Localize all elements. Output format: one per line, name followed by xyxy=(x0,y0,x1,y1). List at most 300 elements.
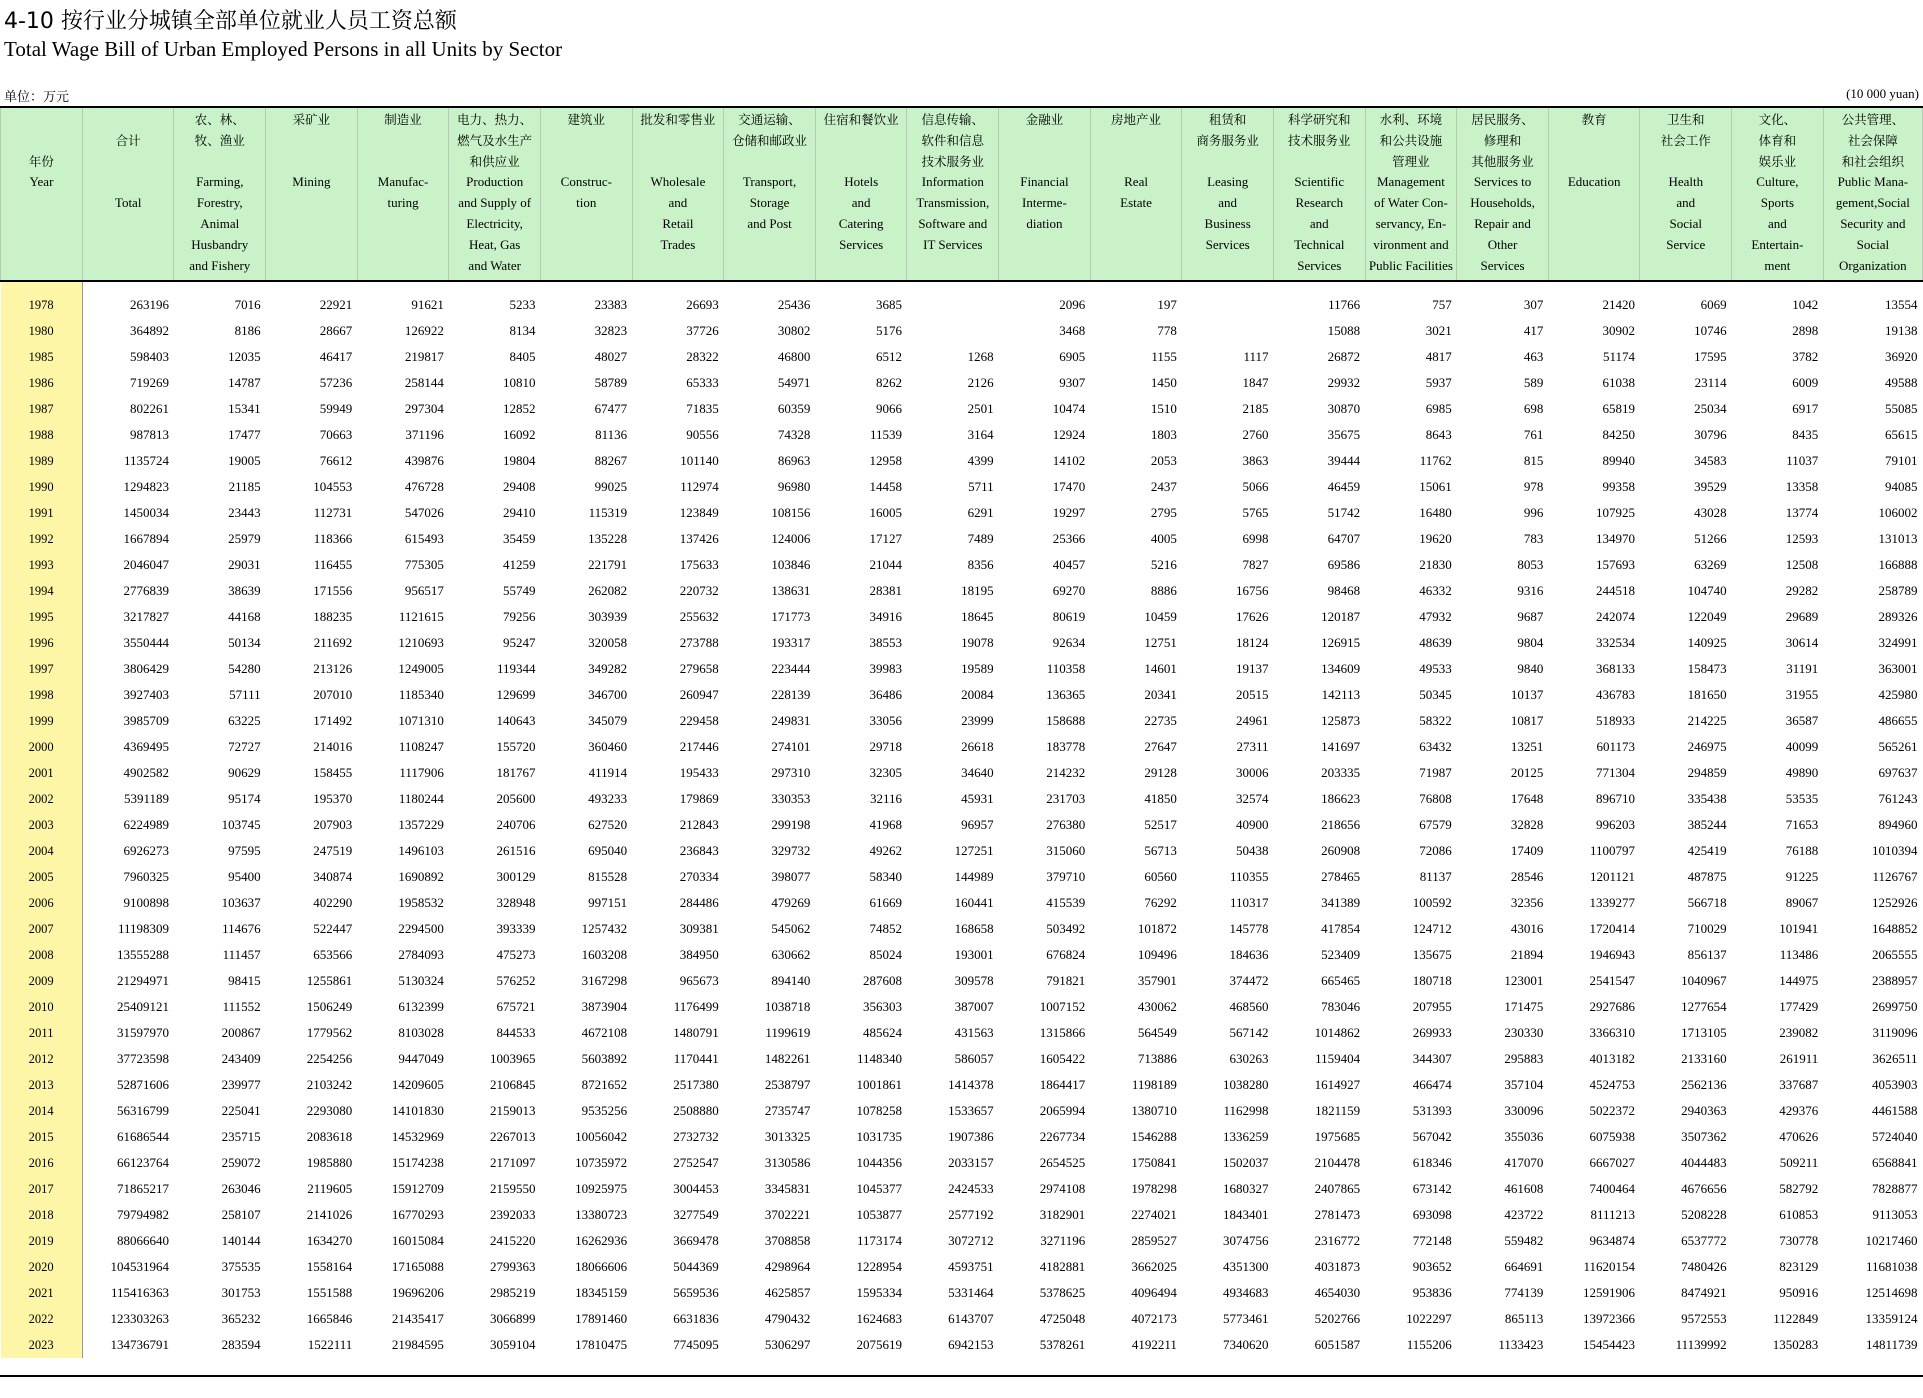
year-cell: 2000 xyxy=(1,734,83,760)
value-cell: 2096 xyxy=(1059,297,1086,312)
header-en-line: and xyxy=(1676,195,1696,211)
value-cell: 402290 xyxy=(313,895,353,910)
header-en-line: Estate xyxy=(1120,195,1152,211)
value-cell: 28667 xyxy=(319,323,353,338)
value-cell: 3013325 xyxy=(764,1129,811,1144)
value-cell: 6051587 xyxy=(1314,1337,1361,1352)
header-en-line: Year xyxy=(29,174,54,190)
column-header xyxy=(815,107,907,281)
value-cell: 1210693 xyxy=(398,635,444,650)
value-cell: 4817 xyxy=(1425,349,1452,364)
value-cell: 567042 xyxy=(1412,1129,1452,1144)
value-cell: 1522111 xyxy=(307,1337,353,1352)
value-cell: 211692 xyxy=(313,635,353,650)
value-cell: 16480 xyxy=(1419,505,1452,520)
header-en-line: Organization xyxy=(1839,257,1907,273)
value-cell: 329732 xyxy=(771,843,811,858)
value-cell: 12593 xyxy=(1785,531,1819,546)
value-cell: 278465 xyxy=(1321,869,1361,884)
value-cell: 615493 xyxy=(404,531,444,546)
value-cell: 17470 xyxy=(1052,479,1086,494)
value-cell: 7340620 xyxy=(1222,1337,1269,1352)
value-cell: 119344 xyxy=(496,661,536,676)
value-cell: 10925975 xyxy=(575,1181,628,1196)
value-cell: 3550444 xyxy=(123,635,169,650)
year-cell: 2018 xyxy=(1,1202,83,1228)
value-cell: 675721 xyxy=(496,999,536,1014)
value-cell: 1946943 xyxy=(1589,947,1635,962)
value-cell: 44168 xyxy=(228,609,261,624)
header-en-line: Software and xyxy=(918,215,988,231)
table-row xyxy=(1,838,1923,864)
value-cell: 14787 xyxy=(228,375,261,390)
value-cell: 21044 xyxy=(869,557,902,572)
value-cell: 28381 xyxy=(869,583,902,598)
value-cell: 2267013 xyxy=(489,1129,536,1144)
value-cell: 19005 xyxy=(228,453,261,468)
value-cell: 5937 xyxy=(1425,375,1452,390)
header-cn-line: 技术服务业 xyxy=(1288,132,1351,148)
value-cell: 315060 xyxy=(1046,843,1086,858)
value-cell: 5711 xyxy=(968,479,994,494)
value-cell: 213126 xyxy=(313,661,353,676)
value-cell: 29718 xyxy=(869,739,902,754)
value-cell: 523409 xyxy=(1321,947,1361,962)
value-cell: 51742 xyxy=(1327,505,1361,520)
header-cn-line: 修理和 xyxy=(1483,132,1522,148)
table-row xyxy=(1,422,1923,448)
value-cell: 18124 xyxy=(1235,635,1269,650)
value-cell: 3702221 xyxy=(764,1207,811,1222)
value-cell: 25409121 xyxy=(116,999,169,1014)
value-cell: 69586 xyxy=(1327,557,1361,572)
value-cell: 1228954 xyxy=(856,1259,902,1274)
value-cell: 11139992 xyxy=(1675,1337,1727,1352)
value-cell: 294859 xyxy=(1687,765,1727,780)
year-cell: 2014 xyxy=(1,1098,83,1124)
value-cell: 30006 xyxy=(1235,765,1269,780)
value-cell: 387007 xyxy=(954,999,994,1014)
header-en-line: of Water Con- xyxy=(1374,195,1448,211)
value-cell: 567142 xyxy=(1229,1025,1269,1040)
header-en-line: and Post xyxy=(747,215,792,231)
year-cell: 2019 xyxy=(1,1228,83,1254)
value-cell: 157693 xyxy=(1595,557,1635,572)
value-cell: 12924 xyxy=(1052,427,1086,442)
value-cell: 214232 xyxy=(1046,765,1086,780)
value-cell: 436783 xyxy=(1595,687,1635,702)
value-cell: 6075938 xyxy=(1589,1129,1635,1144)
value-cell: 48639 xyxy=(1419,635,1452,650)
header-en-line: and xyxy=(1768,215,1787,231)
value-cell: 16015084 xyxy=(391,1233,444,1248)
value-cell: 698 xyxy=(1523,401,1544,416)
header-en-line: Heat, Gas xyxy=(469,236,521,252)
value-cell: 19696206 xyxy=(391,1285,444,1300)
column-header-en xyxy=(1549,172,1640,193)
value-cell: 337687 xyxy=(1779,1077,1819,1092)
value-cell: 22735 xyxy=(1144,713,1177,728)
value-cell: 1533657 xyxy=(948,1103,994,1118)
header-en-line: Total xyxy=(114,195,142,211)
header-cn-line: 公共管理、 xyxy=(1841,112,1905,127)
value-cell: 69270 xyxy=(1052,583,1086,598)
value-cell: 240706 xyxy=(496,817,536,832)
value-cell: 4053903 xyxy=(1872,1077,1918,1092)
value-cell: 1162998 xyxy=(1223,1103,1269,1118)
value-cell: 5659536 xyxy=(673,1285,719,1300)
value-cell: 34583 xyxy=(1694,453,1727,468)
value-cell: 4654030 xyxy=(1314,1285,1361,1300)
table-row xyxy=(1,344,1923,370)
value-cell: 67579 xyxy=(1419,817,1452,832)
value-cell: 761 xyxy=(1523,427,1544,442)
value-cell: 950916 xyxy=(1779,1285,1819,1300)
header-cn-line: 房地产业 xyxy=(1111,112,1162,127)
value-cell: 41968 xyxy=(869,817,902,832)
value-cell: 2065994 xyxy=(1039,1103,1086,1118)
value-cell: 140925 xyxy=(1687,635,1727,650)
column-header-cn xyxy=(999,110,1090,131)
value-cell: 4902582 xyxy=(123,765,169,780)
value-cell: 67477 xyxy=(594,401,628,416)
value-cell: 2407865 xyxy=(1314,1181,1361,1196)
value-cell: 1546288 xyxy=(1131,1129,1177,1144)
value-cell: 324991 xyxy=(1878,635,1918,650)
value-cell: 12751 xyxy=(1144,635,1177,650)
value-cell: 589 xyxy=(1523,375,1544,390)
value-cell: 11198309 xyxy=(117,921,169,936)
value-cell: 4672108 xyxy=(581,1025,628,1040)
value-cell: 13251 xyxy=(1510,739,1544,754)
table-row xyxy=(1,760,1923,786)
value-cell: 40900 xyxy=(1235,817,1269,832)
value-cell: 13555288 xyxy=(116,947,169,962)
value-cell: 1126767 xyxy=(1872,869,1918,884)
value-cell: 155720 xyxy=(496,739,536,754)
header-en-line: servancy, En- xyxy=(1375,215,1447,231)
column-header-cn xyxy=(724,110,815,152)
value-cell: 11539 xyxy=(869,427,902,442)
column-header xyxy=(449,107,541,281)
value-cell: 582792 xyxy=(1779,1181,1819,1196)
value-cell: 16092 xyxy=(502,427,536,442)
value-cell: 17409 xyxy=(1510,843,1544,858)
value-cell: 4192211 xyxy=(1131,1337,1177,1352)
value-cell: 17891460 xyxy=(575,1311,628,1326)
value-cell: 95247 xyxy=(502,635,536,650)
value-cell: 144989 xyxy=(954,869,994,884)
value-cell: 653566 xyxy=(313,947,353,962)
column-header-cn xyxy=(1457,110,1548,172)
value-cell: 363001 xyxy=(1878,661,1918,676)
value-cell: 564549 xyxy=(1137,1025,1177,1040)
header-en-line: Catering xyxy=(838,215,884,231)
header-cn-line: 文化、 xyxy=(1758,112,1797,127)
value-cell: 116455 xyxy=(313,557,353,572)
value-cell: 71653 xyxy=(1785,817,1819,832)
value-cell: 76188 xyxy=(1785,843,1819,858)
value-cell: 76612 xyxy=(319,453,353,468)
header-cn-line: 教育 xyxy=(1581,112,1607,127)
value-cell: 894140 xyxy=(771,973,811,988)
value-cell: 1603208 xyxy=(581,947,628,962)
value-cell: 22921 xyxy=(319,297,353,312)
value-cell: 51266 xyxy=(1694,531,1727,546)
value-cell: 17477 xyxy=(228,427,261,442)
value-cell: 107925 xyxy=(1595,505,1635,520)
value-cell: 2053 xyxy=(1150,453,1177,468)
value-cell: 79101 xyxy=(1885,453,1918,468)
value-cell: 2033157 xyxy=(948,1155,994,1170)
table-row xyxy=(1,500,1923,526)
header-cn-line: 采矿业 xyxy=(292,112,331,127)
table-row xyxy=(1,968,1923,994)
header-cn-line: 年份 xyxy=(28,153,54,169)
value-cell: 823129 xyxy=(1779,1259,1819,1274)
value-cell: 12958 xyxy=(869,453,902,468)
value-cell: 618346 xyxy=(1412,1155,1452,1170)
value-cell: 86963 xyxy=(777,453,811,468)
column-header xyxy=(724,107,816,281)
value-cell: 2294500 xyxy=(398,921,444,936)
value-cell: 1117 xyxy=(1243,349,1269,364)
value-cell: 1176499 xyxy=(673,999,719,1014)
value-cell: 6224989 xyxy=(123,817,169,832)
value-cell: 4044483 xyxy=(1681,1155,1727,1170)
value-cell: 2046047 xyxy=(123,557,169,572)
value-cell: 518933 xyxy=(1595,713,1635,728)
value-cell: 1185340 xyxy=(398,687,444,702)
value-cell: 5378625 xyxy=(1039,1285,1086,1300)
header-cn-line: 软件和信息 xyxy=(921,132,985,148)
value-cell: 207010 xyxy=(313,687,353,702)
value-cell: 2795 xyxy=(1150,505,1177,520)
value-cell: 5603892 xyxy=(581,1051,628,1066)
value-cell: 545062 xyxy=(771,921,811,936)
value-cell: 100592 xyxy=(1412,895,1452,910)
value-cell: 112974 xyxy=(680,479,719,494)
value-cell: 171556 xyxy=(313,583,353,598)
value-cell: 126922 xyxy=(404,323,444,338)
value-cell: 140144 xyxy=(221,1233,261,1248)
value-cell: 1201121 xyxy=(1589,869,1635,884)
value-cell: 2159013 xyxy=(489,1103,536,1118)
value-cell: 30802 xyxy=(777,323,811,338)
value-cell: 25366 xyxy=(1052,531,1086,546)
value-cell: 242074 xyxy=(1595,609,1635,624)
header-en-line: ment xyxy=(1764,257,1791,273)
value-cell: 2781473 xyxy=(1314,1207,1361,1222)
header-en-line: Management xyxy=(1376,174,1445,190)
header-en-line: and xyxy=(1218,195,1238,211)
value-cell: 1108247 xyxy=(398,739,444,754)
value-cell: 188235 xyxy=(313,609,353,624)
year-cell: 1992 xyxy=(1,526,83,552)
value-cell: 193001 xyxy=(954,947,994,962)
table-row xyxy=(1,1254,1923,1280)
year-cell: 2004 xyxy=(1,838,83,864)
value-cell: 429376 xyxy=(1779,1103,1819,1118)
value-cell: 4524753 xyxy=(1589,1077,1635,1092)
table-row xyxy=(1,1098,1923,1124)
value-cell: 894960 xyxy=(1878,817,1918,832)
value-cell: 344307 xyxy=(1412,1051,1452,1066)
value-cell: 346700 xyxy=(588,687,628,702)
value-cell: 2171097 xyxy=(489,1155,536,1170)
value-cell: 9634874 xyxy=(1589,1233,1635,1248)
value-cell: 1268 xyxy=(967,349,994,364)
value-cell: 6069 xyxy=(1700,297,1727,312)
value-cell: 43016 xyxy=(1510,921,1544,936)
table-row xyxy=(1,708,1923,734)
value-cell: 6667027 xyxy=(1589,1155,1635,1170)
value-cell: 1847 xyxy=(1242,375,1269,390)
value-cell: 1121615 xyxy=(398,609,444,624)
year-cell: 1995 xyxy=(1,604,83,630)
value-cell: 1148340 xyxy=(856,1051,902,1066)
value-cell: 996203 xyxy=(1595,817,1635,832)
header-cn-line: 居民服务、 xyxy=(1471,112,1534,127)
value-cell: 49890 xyxy=(1785,765,1819,780)
value-cell: 14458 xyxy=(869,479,902,494)
value-cell: 247519 xyxy=(313,843,353,858)
table-row xyxy=(1,318,1923,344)
value-cell: 5724040 xyxy=(1872,1129,1918,1144)
header-cn-line: 技术服务业 xyxy=(921,153,985,169)
header-en-line: Households, xyxy=(1470,195,1535,211)
value-cell: 205600 xyxy=(496,791,536,806)
value-cell: 37723598 xyxy=(116,1051,169,1066)
value-cell: 761243 xyxy=(1878,791,1918,806)
header-en-line: Electricity, xyxy=(466,215,523,231)
value-cell: 186623 xyxy=(1321,791,1361,806)
value-cell: 772148 xyxy=(1412,1233,1452,1248)
value-cell: 356303 xyxy=(862,999,902,1014)
value-cell: 9100898 xyxy=(123,895,169,910)
table-header-row xyxy=(1,107,1923,281)
value-cell: 92634 xyxy=(1052,635,1086,650)
value-cell: 21185 xyxy=(228,479,261,494)
value-cell: 103637 xyxy=(221,895,261,910)
value-cell: 630662 xyxy=(771,947,811,962)
page-title-cn: 4-10 按行业分城镇全部单位就业人员工资总额 xyxy=(4,9,457,34)
year-cell: 1994 xyxy=(1,578,83,604)
value-cell: 4593751 xyxy=(948,1259,994,1274)
value-cell: 8886 xyxy=(1150,583,1177,598)
column-header xyxy=(907,107,999,281)
value-cell: 56713 xyxy=(1144,843,1177,858)
table-row xyxy=(1,396,1923,422)
value-cell: 9447049 xyxy=(398,1051,444,1066)
value-cell: 124712 xyxy=(1412,921,1452,936)
value-cell: 466474 xyxy=(1412,1077,1452,1092)
value-cell: 23443 xyxy=(228,505,261,520)
value-cell: 10217460 xyxy=(1865,1233,1918,1248)
value-cell: 28546 xyxy=(1510,869,1544,884)
value-cell: 104553 xyxy=(313,479,353,494)
value-cell: 110317 xyxy=(1229,895,1269,910)
value-cell: 13972366 xyxy=(1582,1311,1635,1326)
value-cell: 697637 xyxy=(1878,765,1918,780)
value-cell: 181650 xyxy=(1687,687,1727,702)
value-cell: 2974108 xyxy=(1039,1181,1086,1196)
value-cell: 693098 xyxy=(1412,1207,1452,1222)
value-cell: 673142 xyxy=(1412,1181,1452,1196)
value-cell: 3074756 xyxy=(1222,1233,1269,1248)
column-header xyxy=(1548,107,1640,281)
header-cn-line: 和供应业 xyxy=(469,153,520,169)
value-cell: 12508 xyxy=(1785,557,1819,572)
value-cell: 3004453 xyxy=(673,1181,719,1196)
table-row xyxy=(1,1020,1923,1046)
value-cell: 1155206 xyxy=(1406,1337,1452,1352)
column-header xyxy=(1457,107,1549,281)
value-cell: 166888 xyxy=(1878,557,1918,572)
value-cell: 269933 xyxy=(1412,1025,1452,1040)
value-cell: 1100797 xyxy=(1589,843,1635,858)
value-cell: 54971 xyxy=(777,375,811,390)
value-cell: 160441 xyxy=(954,895,994,910)
column-header xyxy=(1732,107,1824,281)
value-cell: 21984595 xyxy=(391,1337,444,1352)
column-header-cn xyxy=(174,110,265,152)
value-cell: 76808 xyxy=(1419,791,1452,806)
value-cell: 129699 xyxy=(496,687,536,702)
value-cell: 228139 xyxy=(771,687,811,702)
value-cell: 3021 xyxy=(1425,323,1452,338)
value-cell: 5066 xyxy=(1242,479,1269,494)
year-cell: 2002 xyxy=(1,786,83,812)
value-cell: 3072712 xyxy=(948,1233,994,1248)
value-cell: 36486 xyxy=(869,687,902,702)
value-cell: 2859527 xyxy=(1131,1233,1177,1248)
value-cell: 89067 xyxy=(1785,895,1819,910)
value-cell: 1031735 xyxy=(856,1129,902,1144)
value-cell: 72727 xyxy=(228,739,261,754)
value-cell: 135228 xyxy=(588,531,628,546)
value-cell: 783 xyxy=(1523,531,1544,546)
value-cell: 5331464 xyxy=(948,1285,994,1300)
value-cell: 255632 xyxy=(679,609,719,624)
column-header-cn xyxy=(1182,110,1273,152)
value-cell: 20125 xyxy=(1510,765,1544,780)
value-cell: 1357229 xyxy=(398,817,444,832)
value-cell: 19620 xyxy=(1419,531,1452,546)
column-header-cn xyxy=(449,110,540,172)
column-header-cn xyxy=(1549,110,1640,131)
table-row xyxy=(1,656,1923,682)
value-cell: 479269 xyxy=(771,895,811,910)
value-cell: 2104478 xyxy=(1314,1155,1361,1170)
value-cell: 6998 xyxy=(1242,531,1269,546)
header-en-line: Transmission, xyxy=(916,195,990,211)
value-cell: 230330 xyxy=(1504,1025,1544,1040)
value-cell: 4072173 xyxy=(1131,1311,1177,1326)
value-cell: 122049 xyxy=(1687,609,1727,624)
value-cell: 103745 xyxy=(221,817,261,832)
header-en-line: Scientific xyxy=(1294,174,1345,190)
value-cell: 1007152 xyxy=(1039,999,1086,1014)
value-cell: 63269 xyxy=(1694,557,1727,572)
value-cell: 6905 xyxy=(1059,349,1086,364)
value-cell: 158688 xyxy=(1046,713,1086,728)
value-cell: 2274021 xyxy=(1131,1207,1177,1222)
value-cell: 106002 xyxy=(1878,505,1918,520)
column-header-cn xyxy=(1274,110,1365,152)
value-cell: 8643 xyxy=(1425,427,1452,442)
table-row xyxy=(1,292,1923,318)
